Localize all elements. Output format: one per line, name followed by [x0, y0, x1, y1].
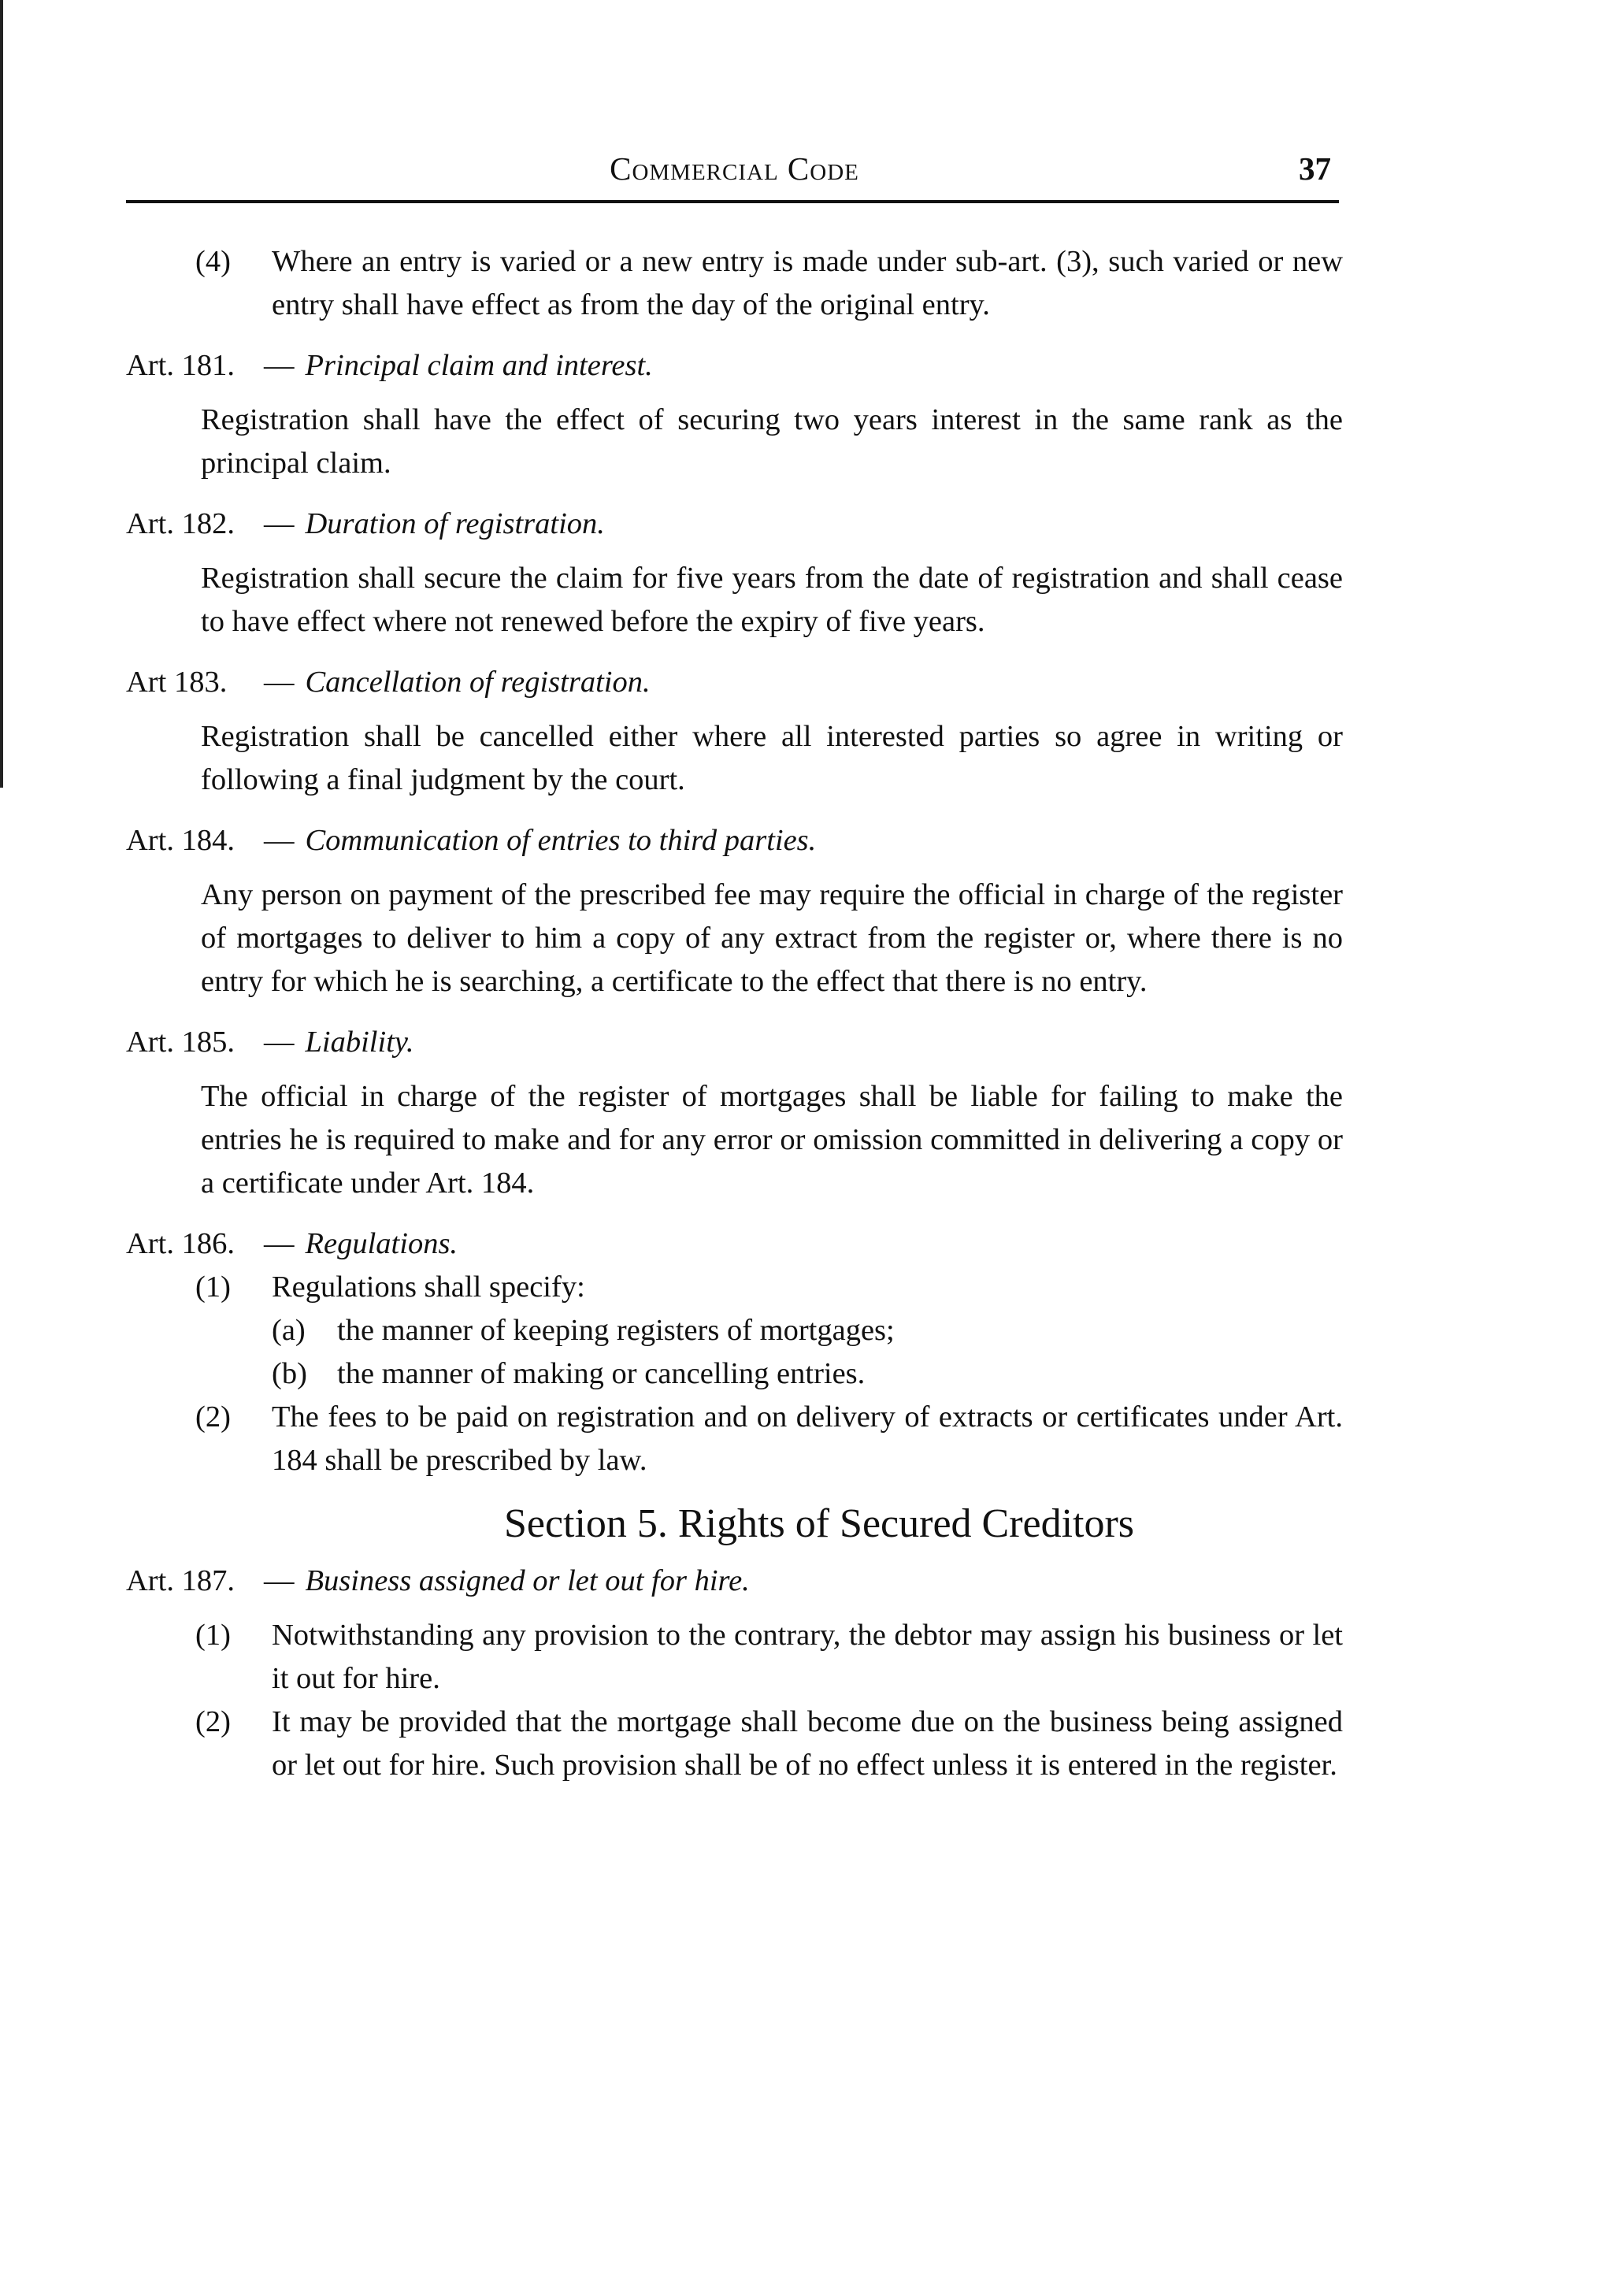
article-label: Art. 184. [126, 824, 235, 857]
article-181 [126, 344, 1343, 485]
list-item [126, 1614, 1343, 1701]
article-label: Art. 187. [126, 1564, 235, 1597]
page-number: 37 [1299, 150, 1331, 187]
article-dash: — [264, 666, 295, 699]
article-label: Art. 186. [126, 1227, 235, 1260]
article-label: Art. 185. [126, 1026, 235, 1059]
article-label: Art 183. [126, 666, 228, 699]
article-title: Regulations. [305, 1227, 458, 1260]
header-rule [126, 200, 1339, 203]
article-body: Registration shall secure the claim for five years from the date of registration and shall cease to have effect where not renewed before the expiry of five years. [201, 562, 1343, 638]
item-text: It may be provided that the mortgage shall become due on the business being assigned or let out for hire. Such provision shall be of no effect unless it is entered in the register. [272, 1705, 1343, 1782]
item-number: (1) [195, 1619, 231, 1652]
running-title: Commercial Code [610, 150, 859, 187]
article-body: Registration shall be cancelled either where all interested parties so agree in writing or following a final judgment by the court. [201, 720, 1343, 796]
item-text: Notwithstanding any provision to the contrary, the debtor may assign his business or let it out for hire. [272, 1619, 1343, 1695]
item-number: (b) [272, 1357, 307, 1390]
page-content [126, 240, 1343, 1787]
item-text: the manner of keeping registers of mortgages; [337, 1314, 895, 1347]
article-dash: — [264, 1564, 295, 1597]
article-dash: — [264, 349, 295, 382]
article-title: Principal claim and interest. [305, 349, 653, 382]
article-title: Duration of registration. [305, 507, 605, 540]
article-body: Registration shall have the effect of securing two years interest in the same rank as the principal claim. [201, 403, 1343, 480]
sub-article-4 [126, 240, 1343, 327]
article-title: Business assigned or let out for hire. [305, 1564, 750, 1597]
item-number: (4) [195, 245, 231, 278]
item-text: Regulations shall specify: [272, 1270, 585, 1304]
list-item [126, 1266, 1343, 1309]
item-text: The fees to be paid on registration and on delivery of extracts or certificates under Art. 184 shall be prescribed by law. [272, 1400, 1343, 1477]
article-label: Art. 182. [126, 507, 235, 540]
page-header [130, 150, 1339, 197]
item-text: Where an entry is varied or a new entry is made under sub-art. (3), such varied or new entry shall have effect as from the day of the original entry. [272, 245, 1343, 321]
article-heading [126, 1021, 1343, 1064]
article-dash: — [264, 1026, 295, 1059]
article-186 [126, 1222, 1343, 1482]
article-187 [126, 1560, 1343, 1787]
item-text: the manner of making or cancelling entries. [337, 1357, 866, 1390]
article-dash: — [264, 824, 295, 857]
article-body: The official in charge of the register of mortgages shall be liable for failing to make the entries he is required to make and for any error or omission committed in delivering a copy or a certificate under Art. 184. [201, 1080, 1343, 1200]
article-185 [126, 1021, 1343, 1205]
section-heading: Section 5. Rights of Secured Creditors [503, 1501, 1135, 1546]
list-subitem [126, 1352, 1343, 1396]
article-body: Any person on payment of the prescribed fee may require the official in charge of the register of mortgages to deliver to him a copy of any extract from the register or, where there is no entry for which he is searching, a certificate to the effect that there is no entry. [201, 878, 1343, 998]
list-item [126, 1396, 1343, 1482]
article-title: Liability. [305, 1026, 414, 1059]
article-heading [126, 1222, 1343, 1266]
article-heading [126, 503, 1343, 546]
article-dash: — [264, 1227, 295, 1260]
article-label: Art. 181. [126, 349, 235, 382]
article-title: Communication of entries to third parties. [305, 824, 817, 857]
article-182 [126, 503, 1343, 644]
article-183 [126, 661, 1343, 802]
article-heading [126, 344, 1343, 388]
article-heading [126, 819, 1343, 862]
article-dash: — [264, 507, 295, 540]
article-184 [126, 819, 1343, 1003]
item-number: (2) [195, 1705, 231, 1738]
list-item [126, 1701, 1343, 1787]
item-number: (a) [272, 1314, 306, 1347]
article-heading [126, 1560, 1343, 1603]
item-number: (1) [195, 1270, 231, 1304]
list-subitem [126, 1309, 1343, 1352]
article-heading [126, 661, 1343, 704]
scan-edge [0, 0, 3, 788]
article-title: Cancellation of registration. [305, 666, 651, 699]
item-number: (2) [195, 1400, 231, 1434]
